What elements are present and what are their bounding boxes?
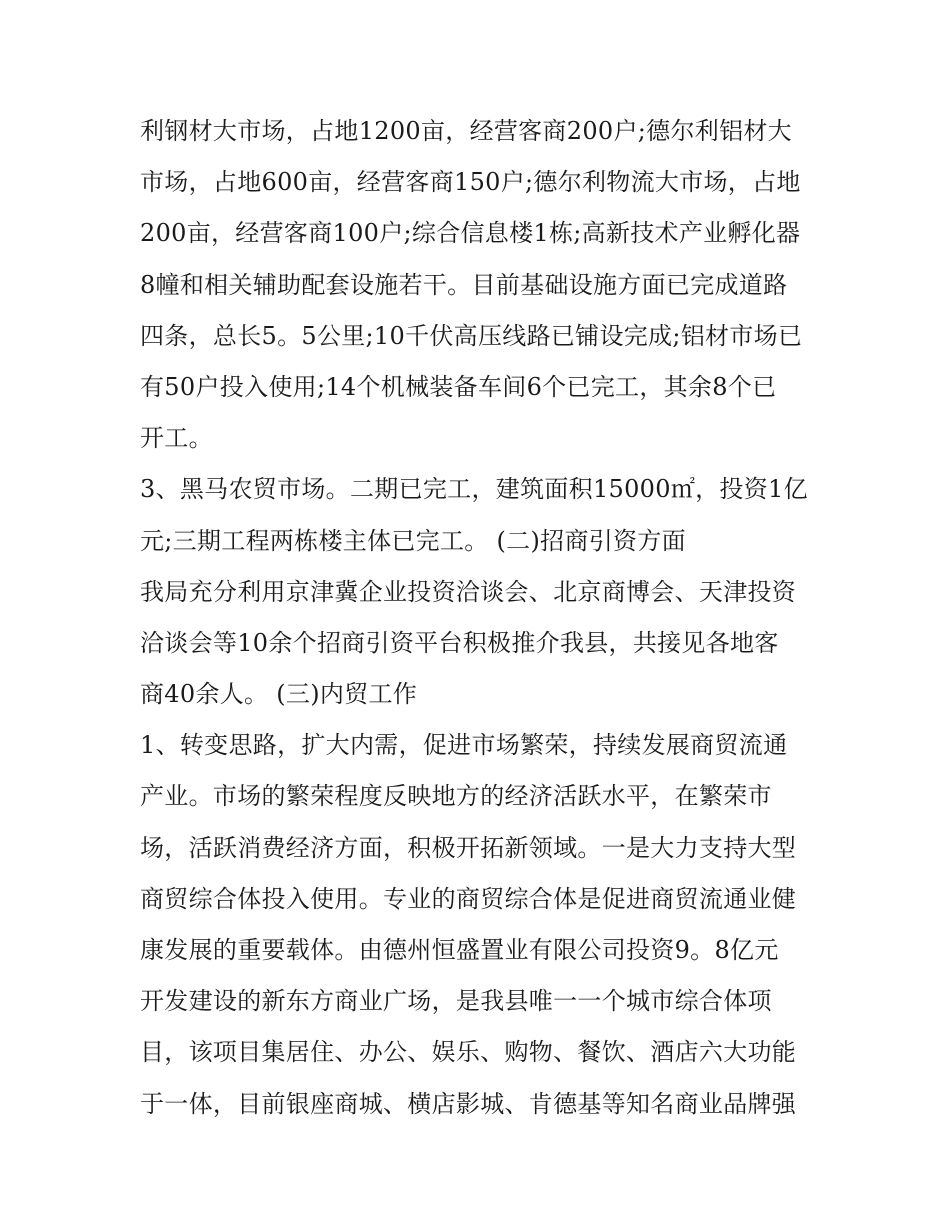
text-line: 开工。 bbox=[140, 424, 213, 453]
text-line: 我局充分利用京津冀企业投资洽谈会、北京商博会、天津投资 bbox=[140, 577, 797, 606]
text-line: 场，活跃消费经济方面，积极开拓新领域。一是大力支持大型 bbox=[140, 833, 797, 862]
text-line: 产业。市场的繁荣程度反映地方的经济活跃水平，在繁荣市 bbox=[140, 782, 772, 811]
text-line: 四条，总长5。5公里;10千伏高压线路已铺设完成;铝材市场已 bbox=[140, 321, 803, 350]
text-line: 利钢材大市场，占地1200亩，经营客商200户;德尔利铝材大 bbox=[140, 117, 792, 145]
text-line: 开发建设的新东方商业广场，是我县唯一一个城市综合体项 bbox=[140, 987, 772, 1016]
text-line: 商贸综合体投入使用。专业的商贸综合体是促进商贸流通业健 bbox=[140, 884, 797, 913]
text-line: 8幢和相关辅助配套设施若干。目前基础设施方面已完成道路 bbox=[140, 270, 788, 299]
text-line: 洽谈会等10余个招商引资平台积极推介我县，共接见各地客 bbox=[140, 628, 779, 657]
text-line: 市场，占地600亩，经营客商150户;德尔利物流大市场，占地 bbox=[140, 168, 801, 197]
text-line: 目，该项目集居住、办公、娱乐、购物、餐饮、酒店六大功能 bbox=[140, 1038, 797, 1067]
text-line: 1、转变思路，扩大内需，促进市场繁荣，持续发展商贸流通 bbox=[140, 731, 788, 760]
body-text bbox=[140, 106, 830, 1130]
text-line: 200亩，经营客商100户;综合信息楼1栋;高新技术产业孵化器 bbox=[140, 219, 801, 248]
text-line: 元;三期工程两栋楼主体已完工。 (二)招商引资方面 bbox=[140, 526, 686, 555]
text-line: 商40余人。 (三)内贸工作 bbox=[140, 680, 418, 709]
text-line: 康发展的重要载体。由德州恒盛置业有限公司投资9。8亿元 bbox=[140, 936, 779, 964]
text-line: 有50户投入使用;14个机械装备车间6个已完工，其余8个已 bbox=[140, 372, 777, 401]
text-line: 于一体，目前银座商城、横店影城、肯德基等知名商业品牌强 bbox=[140, 1089, 797, 1118]
text-line: 3、黑马农贸市场。二期已完工，建筑面积15000㎡，投资1亿 bbox=[140, 475, 808, 504]
